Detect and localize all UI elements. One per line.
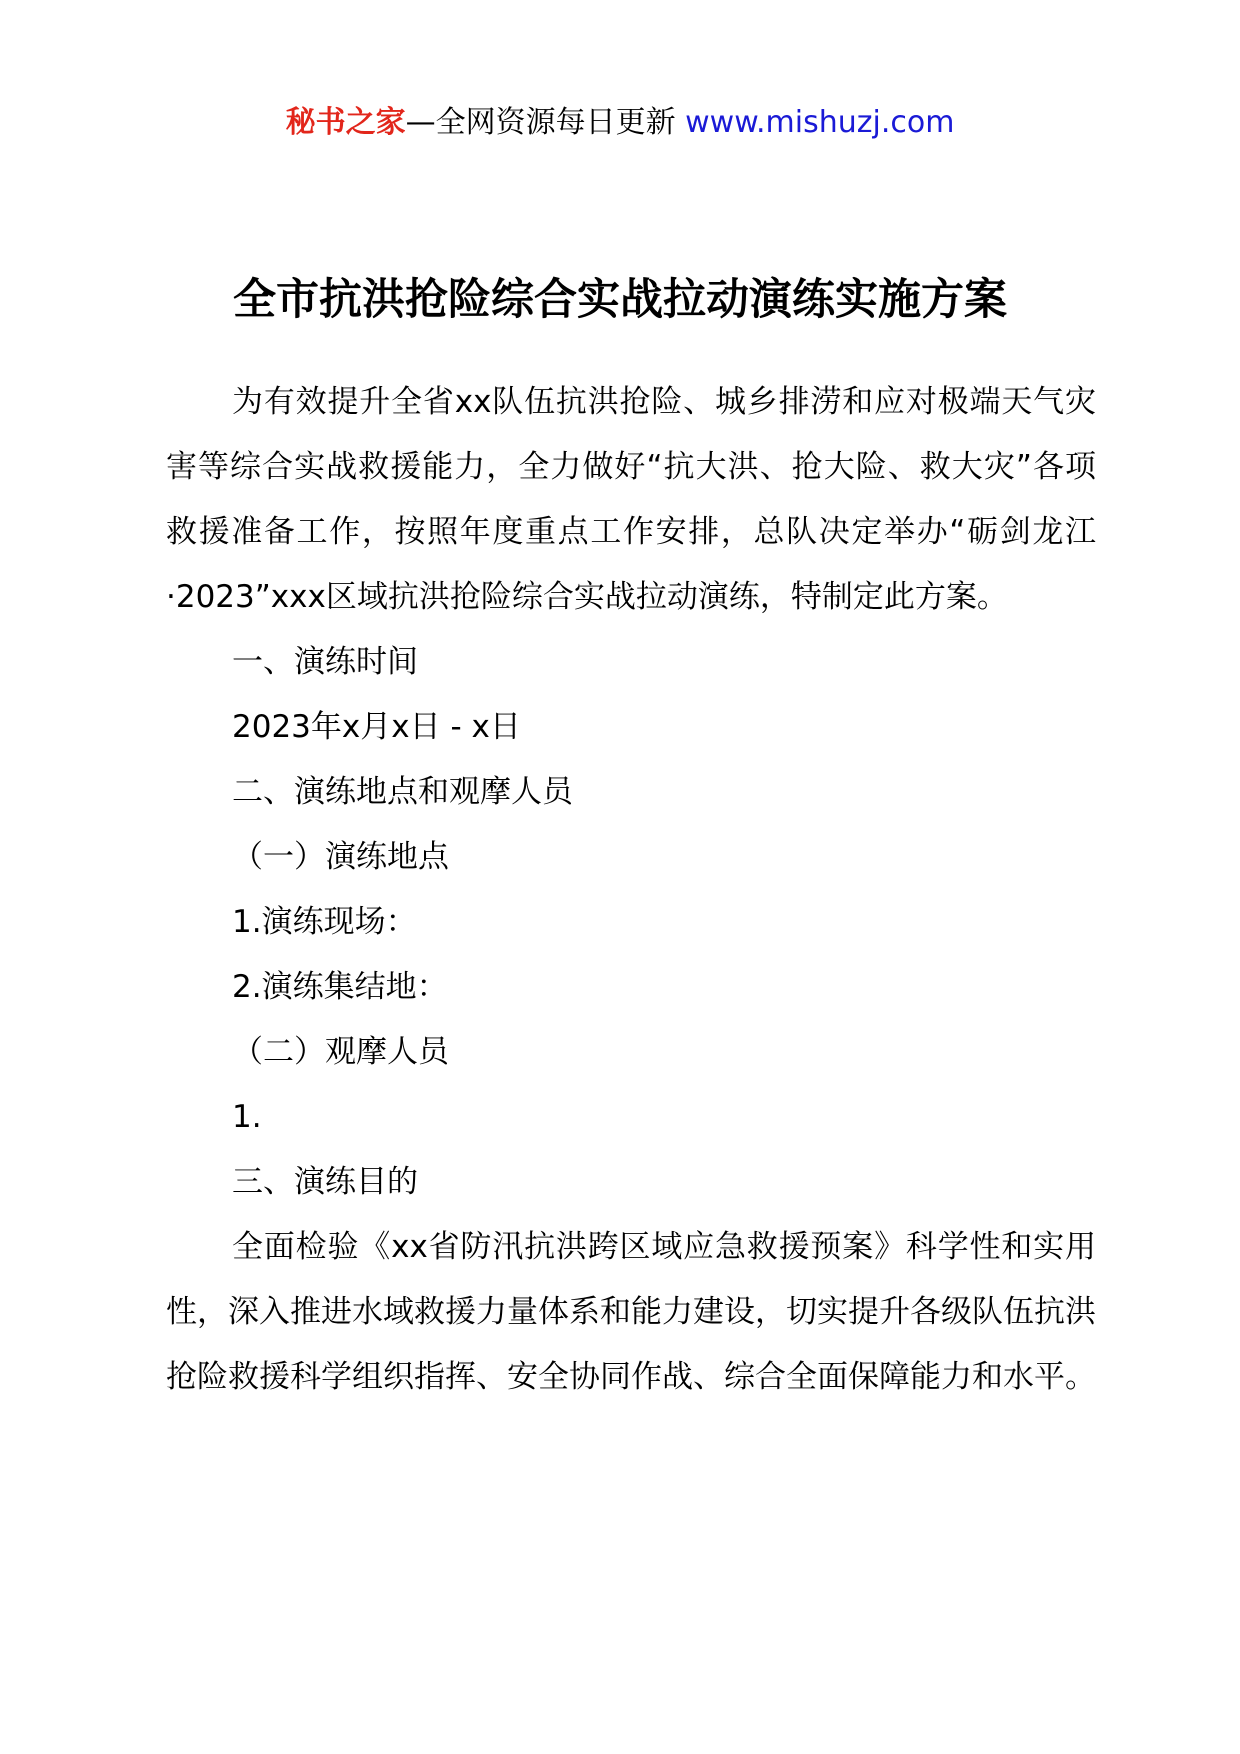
section-heading-time: 一、演练时间	[232, 644, 418, 680]
section-heading-location: 二、演练地点和观摩人员	[232, 774, 573, 810]
brand-name: 秘书之家	[285, 105, 406, 140]
site-header	[0, 101, 1240, 145]
document-body	[166, 370, 1096, 1410]
header-slogan: —全网资源每日更新	[405, 105, 676, 140]
subsection-heading-observers: （二）观摩人员	[232, 1034, 449, 1070]
document-title: 全市抗洪抢险综合实战拉动演练实施方案	[233, 275, 1007, 325]
intro-paragraph: 为有效提升全省xx队伍抗洪抢险、城乡排涝和应对极端天气灾害等综合实战救援能力，全力做好“抗大洪、抢大险、救大灾”各项救援准备工作，按照年度重点工作安排，总队决定举办“砺剑龙江·2023”xxx区域抗洪抢险综合实战拉动演练，特制定此方案。	[166, 384, 1096, 615]
observer-item-1: 1.	[232, 1099, 262, 1135]
location-item-assembly: 2.演练集结地：	[232, 969, 448, 1005]
site-url-link[interactable]: www.mishuzj.com	[685, 105, 955, 140]
subsection-heading-location: （一）演练地点	[232, 839, 449, 875]
section-heading-purpose: 三、演练目的	[232, 1164, 418, 1200]
location-item-site: 1.演练现场：	[232, 904, 417, 940]
drill-date: 2023年x月x日 - x日	[232, 709, 521, 745]
purpose-paragraph: 全面检验《xx省防汛抗洪跨区域应急救援预案》科学性和实用性，深入推进水域救援力量体系和能力建设，切实提升各级队伍抗洪抢险救援科学组织指挥、安全协同作战、综合全面保障能力和水平。	[166, 1229, 1096, 1395]
